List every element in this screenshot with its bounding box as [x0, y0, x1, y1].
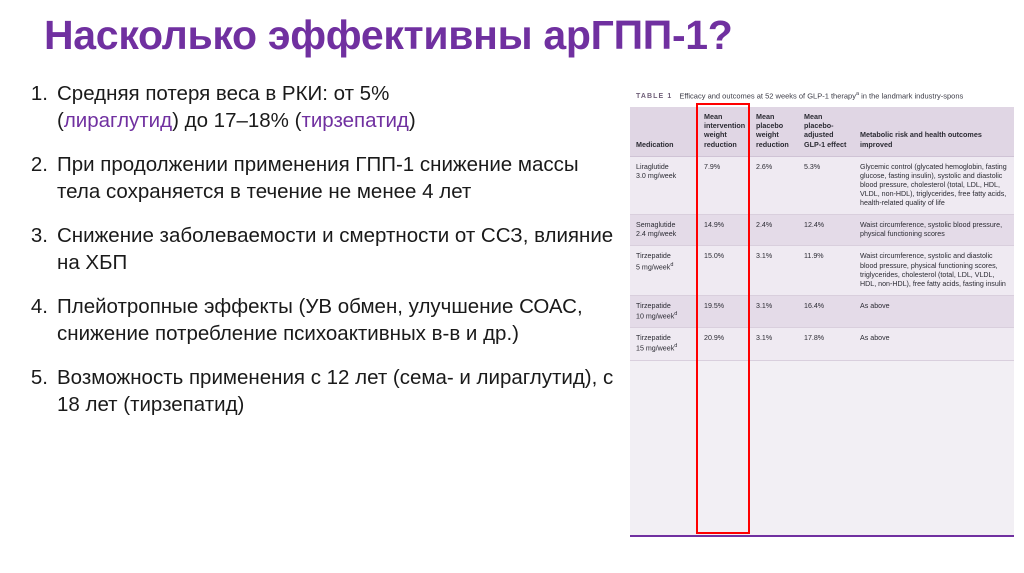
medication-name: Tirzepatide	[636, 252, 671, 261]
list-item-number: 1.	[30, 82, 48, 105]
dose-superscript: d	[674, 343, 678, 350]
table-header	[630, 107, 1014, 156]
column-header-outcomes: Metabolic risk and health outcomes improved	[854, 107, 1014, 156]
cell-medication	[630, 328, 698, 361]
cell-medication	[630, 246, 698, 295]
list-item-number: 4.	[30, 295, 48, 319]
cell-outcomes: Waist circumference, systolic and diastolic blood pressure, physical functioning scores, triglycerides, cholesterol (total, LDL, VLDL, HDL, non-HDL), free fatty acids, fasting insulin	[854, 246, 1014, 295]
list-item	[18, 80, 614, 134]
column-header-intervention: Mean intervention weight reduction	[698, 107, 750, 156]
list-item	[18, 364, 614, 418]
highlight-term-liraglutide: лираглутид	[63, 109, 173, 133]
figure-caption	[630, 85, 1014, 107]
table-row	[630, 215, 1014, 246]
page-title: Насколько эффективны арГПП-1?	[44, 12, 733, 58]
cell-outcomes: As above	[854, 328, 1014, 361]
cell-adjusted: 16.4%	[798, 295, 854, 328]
cell-outcomes: As above	[854, 295, 1014, 328]
cell-intervention: 15.0%	[698, 246, 750, 295]
efficacy-table	[630, 107, 1014, 361]
bullet-list	[18, 80, 614, 435]
list-item-text: Плейотропные эффекты (УВ обмен, улучшение СОАС, снижение потребление психоактивных в-в и др.)	[57, 295, 583, 346]
table-row	[630, 156, 1014, 214]
cell-placebo: 3.1%	[750, 246, 798, 295]
medication-dose: 15 mg/week	[636, 344, 675, 353]
medication-dose: 3.0 mg/week	[636, 171, 677, 180]
list-item-number: 2.	[30, 153, 48, 177]
table-label: TABLE 1	[636, 92, 673, 100]
list-item-number: 3.	[30, 224, 48, 248]
column-header-placebo: Mean placebo weight reduction	[750, 107, 798, 156]
table-header-row	[630, 107, 1014, 156]
list-item	[18, 222, 614, 276]
highlight-term-tirzepatide: тирзепатид	[301, 109, 409, 133]
dose-superscript: d	[674, 310, 678, 317]
cell-outcomes: Waist circumference, systolic blood pressure, physical functioning scores	[854, 215, 1014, 246]
cell-intervention: 19.5%	[698, 295, 750, 328]
medication-name: Tirzepatide	[636, 334, 671, 343]
cell-medication	[630, 156, 698, 214]
cell-placebo: 3.1%	[750, 295, 798, 328]
table-row	[630, 328, 1014, 361]
list-item-text: Снижение заболеваемости и смертности от ССЗ, влияние на ХБП	[57, 224, 614, 275]
table-body	[630, 156, 1014, 360]
table-figure	[630, 85, 1014, 537]
list-item-text: Средняя потеря веса в РКИ: от 5% (лираглутид) до 17–18% (тирзепатид)	[57, 82, 416, 133]
cell-outcomes: Glycemic control (glycated hemoglobin, fasting glucose, fasting insulin), systolic and diastolic blood pressure, cholesterol (total, LDL, HDL, VLDL, non-HDL), triglycerides, free fatty acids, health-related quality of life	[854, 156, 1014, 214]
list-item-text: При продолжении применения ГПП-1 снижение массы тела сохраняется в течение не менее 4 лет	[57, 153, 579, 204]
medication-dose: 2.4 mg/week	[636, 230, 677, 239]
table-row	[630, 246, 1014, 295]
dose-superscript: d	[670, 261, 674, 268]
list-item-text: Возможность применения с 12 лет (сема- и лираглутид), с 18 лет (тирзепатид)	[57, 366, 614, 417]
cell-medication	[630, 295, 698, 328]
cell-placebo: 3.1%	[750, 328, 798, 361]
cell-adjusted: 11.9%	[798, 246, 854, 295]
cell-placebo: 2.4%	[750, 215, 798, 246]
column-header-adjusted: Mean placebo-adjusted GLP-1 effect	[798, 107, 854, 156]
cell-adjusted: 5.3%	[798, 156, 854, 214]
cell-intervention: 20.9%	[698, 328, 750, 361]
list-item	[18, 151, 614, 205]
list-item-number: 5.	[30, 366, 48, 390]
medication-name: Liraglutide	[636, 162, 669, 171]
caption-tail: in the landmark industry-spons	[859, 91, 964, 101]
medication-dose: 5 mg/week	[636, 262, 671, 271]
caption-main: Efficacy and outcomes at 52 weeks of GLP-1 therapy	[679, 91, 856, 101]
medication-name: Semaglutide	[636, 221, 676, 230]
medication-name: Tirzepatide	[636, 301, 671, 310]
figure-bottom-rule	[630, 535, 1014, 537]
caption-superscript: a	[855, 91, 860, 98]
medication-dose: 10 mg/week	[636, 312, 675, 321]
column-header-medication: Medication	[630, 107, 698, 156]
cell-medication	[630, 215, 698, 246]
cell-intervention: 14.9%	[698, 215, 750, 246]
table-row	[630, 295, 1014, 328]
cell-placebo: 2.6%	[750, 156, 798, 214]
cell-intervention: 7.9%	[698, 156, 750, 214]
list-item	[18, 293, 614, 347]
table-caption-text	[679, 91, 963, 101]
cell-adjusted: 17.8%	[798, 328, 854, 361]
cell-adjusted: 12.4%	[798, 215, 854, 246]
